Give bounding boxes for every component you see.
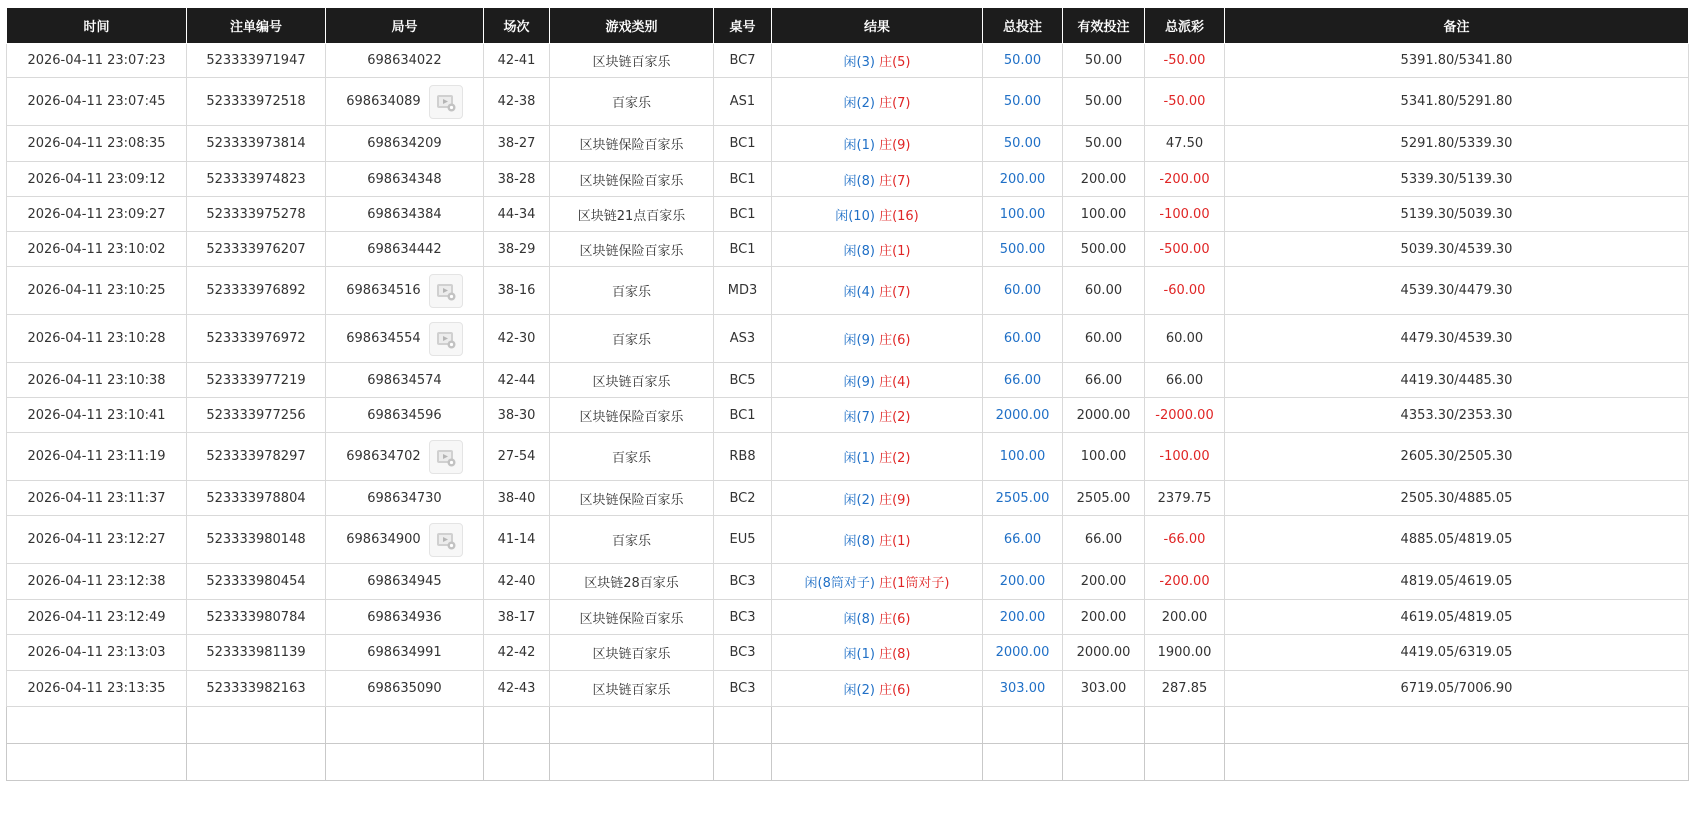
cell-total-payout: 2379.75: [1145, 481, 1225, 516]
header-row: [7, 8, 1689, 44]
header-total-bet: 总投注: [983, 8, 1063, 44]
round-with-replay: [346, 274, 462, 308]
cell-total-bet: 200.00: [983, 564, 1063, 600]
summary-total-bet: 8510.00: [983, 707, 1063, 744]
cell-valid-bet: 2000.00: [1063, 398, 1145, 433]
cell-valid-bet: 200.00: [1063, 162, 1145, 197]
cell-result: [772, 600, 983, 635]
summary-empty-cell: [550, 744, 714, 781]
cell-bet-id: 523333972518: [187, 78, 326, 126]
cell-valid-bet: 66.00: [1063, 363, 1145, 398]
result-banker: 庄(5): [879, 55, 911, 70]
cell-note: 4885.05/4819.05: [1225, 516, 1689, 564]
cell-bet-id: 523333980148: [187, 516, 326, 564]
cell-valid-bet: 500.00: [1063, 232, 1145, 267]
cell-note: 4479.30/4539.30: [1225, 315, 1689, 363]
result-player: 闲(1): [843, 451, 875, 466]
cell-result: [772, 363, 983, 398]
cell-total-payout: 200.00: [1145, 600, 1225, 635]
cell-note: 4419.05/6319.05: [1225, 635, 1689, 671]
cell-total-payout: -200.00: [1145, 564, 1225, 600]
cell-result: [772, 162, 983, 197]
summary-empty-cell: [326, 707, 484, 744]
result-banker: 庄(7): [879, 173, 911, 189]
result-banker: 庄(2): [879, 409, 911, 425]
cell-total-payout: -100.00: [1145, 197, 1225, 232]
cell-session: 42-30: [484, 315, 550, 363]
header-game-type: 游戏类别: [550, 8, 714, 44]
cell-valid-bet: 60.00: [1063, 267, 1145, 315]
cell-round: 698634209: [326, 126, 484, 162]
cell-result: [772, 126, 983, 162]
summary-empty-cell: [772, 744, 983, 781]
header-round: 局号: [326, 8, 484, 44]
cell-valid-bet: 50.00: [1063, 126, 1145, 162]
table-row: [7, 197, 1689, 232]
round-number: 698634702: [346, 449, 421, 464]
cell-note: 4353.30/2353.30: [1225, 398, 1689, 433]
result-banker: 庄(9): [879, 492, 911, 508]
cell-total-bet: 100.00: [983, 197, 1063, 232]
table-row: [7, 44, 1689, 78]
result-banker: 庄(7): [879, 96, 911, 111]
subtotal-row: [7, 707, 1689, 744]
cell-total-bet: 2000.00: [983, 635, 1063, 671]
cell-table-no: BC1: [714, 232, 772, 267]
cell-time: 2026-04-11 23:10:38: [7, 363, 187, 398]
cell-table-no: BC1: [714, 398, 772, 433]
cell-round: 698634945: [326, 564, 484, 600]
cell-total-payout: -50.00: [1145, 78, 1225, 126]
cell-round: [326, 433, 484, 481]
round-with-replay: [346, 322, 462, 356]
cell-valid-bet: 2505.00: [1063, 481, 1145, 516]
summary-total-bet: 8510.00: [983, 744, 1063, 781]
cell-game-type: 区块链百家乐: [550, 635, 714, 671]
table-row: [7, 363, 1689, 398]
cell-note: 5341.80/5291.80: [1225, 78, 1689, 126]
cell-result: [772, 671, 983, 707]
result-player: 闲(2): [843, 96, 875, 111]
summary-empty-cell: [326, 744, 484, 781]
table-row: [7, 267, 1689, 315]
result-banker: 庄(6): [879, 683, 911, 698]
cell-game-type: 区块链28百家乐: [550, 564, 714, 600]
cell-note: 5391.80/5341.80: [1225, 44, 1689, 78]
result-banker: 庄(8): [879, 647, 911, 662]
table-row: [7, 635, 1689, 671]
cell-game-type: 百家乐: [550, 267, 714, 315]
cell-round: [326, 267, 484, 315]
cell-bet-id: 523333981139: [187, 635, 326, 671]
cell-result: [772, 44, 983, 78]
cell-note: 5291.80/5339.30: [1225, 126, 1689, 162]
cell-game-type: 区块链百家乐: [550, 671, 714, 707]
cell-valid-bet: 50.00: [1063, 44, 1145, 78]
cell-result: [772, 564, 983, 600]
result-player: 闲(8): [843, 534, 875, 549]
round-number: 698634554: [346, 331, 421, 346]
cell-table-no: AS1: [714, 78, 772, 126]
cell-bet-id: 523333977256: [187, 398, 326, 433]
cell-round: 698634991: [326, 635, 484, 671]
cell-session: 42-44: [484, 363, 550, 398]
table-row: [7, 481, 1689, 516]
header-time: 时间: [7, 8, 187, 44]
cell-table-no: BC3: [714, 564, 772, 600]
result-banker: 庄(9): [879, 138, 911, 153]
grand-total-row: [7, 744, 1689, 781]
cell-valid-bet: 100.00: [1063, 197, 1145, 232]
summary-count: 17: [187, 707, 326, 744]
cell-round: [326, 516, 484, 564]
cell-result: [772, 398, 983, 433]
cell-table-no: RB8: [714, 433, 772, 481]
cell-total-bet: 50.00: [983, 78, 1063, 126]
result-player: 闲(9): [843, 333, 875, 348]
cell-total-bet: 500.00: [983, 232, 1063, 267]
bet-records: [6, 7, 1688, 781]
cell-valid-bet: 60.00: [1063, 315, 1145, 363]
cell-table-no: AS3: [714, 315, 772, 363]
cell-round: 698634596: [326, 398, 484, 433]
cell-time: 2026-04-11 23:12:38: [7, 564, 187, 600]
cell-total-payout: 60.00: [1145, 315, 1225, 363]
cell-total-payout: -60.00: [1145, 267, 1225, 315]
cell-valid-bet: 303.00: [1063, 671, 1145, 707]
bet-records-table: [6, 7, 1689, 781]
cell-time: 2026-04-11 23:07:23: [7, 44, 187, 78]
table-row: [7, 433, 1689, 481]
cell-note: 4819.05/4619.05: [1225, 564, 1689, 600]
result-banker: 庄(6): [879, 333, 911, 348]
cell-bet-id: 523333976207: [187, 232, 326, 267]
cell-session: 42-41: [484, 44, 550, 78]
cell-bet-id: 523333978297: [187, 433, 326, 481]
cell-bet-id: 523333975278: [187, 197, 326, 232]
header-result: 结果: [772, 8, 983, 44]
summary-empty-cell: [550, 707, 714, 744]
summary-label: 小计: [7, 707, 187, 744]
summary-empty-cell: [772, 707, 983, 744]
cell-session: 41-14: [484, 516, 550, 564]
cell-total-payout: 1900.00: [1145, 635, 1225, 671]
table-row: [7, 78, 1689, 126]
cell-result: [772, 433, 983, 481]
cell-valid-bet: 100.00: [1063, 433, 1145, 481]
cell-total-payout: 47.50: [1145, 126, 1225, 162]
cell-valid-bet: 66.00: [1063, 516, 1145, 564]
summary-empty-cell: [714, 744, 772, 781]
cell-total-payout: -500.00: [1145, 232, 1225, 267]
cell-session: 27-54: [484, 433, 550, 481]
result-player: 闲(2): [843, 492, 875, 508]
table-body: [7, 44, 1689, 781]
result-player: 闲(8): [843, 611, 875, 627]
cell-result: [772, 267, 983, 315]
result-player: 闲(9): [843, 374, 875, 390]
cell-table-no: BC7: [714, 44, 772, 78]
cell-table-no: BC2: [714, 481, 772, 516]
cell-game-type: 区块链百家乐: [550, 44, 714, 78]
summary-empty-cell: [484, 707, 550, 744]
result-player: 闲(7): [843, 409, 875, 425]
cell-round: [326, 78, 484, 126]
cell-game-type: 区块链保险百家乐: [550, 600, 714, 635]
cell-table-no: BC3: [714, 635, 772, 671]
cell-game-type: 区块链保险百家乐: [550, 126, 714, 162]
video-replay-icon[interactable]: [429, 85, 463, 119]
cell-round: 698634384: [326, 197, 484, 232]
summary-valid-bet: 8510.00: [1063, 707, 1145, 744]
cell-table-no: BC1: [714, 162, 772, 197]
summary-count: 17: [187, 744, 326, 781]
result-player: 闲(8): [843, 173, 875, 189]
cell-table-no: BC3: [714, 600, 772, 635]
table-row: [7, 315, 1689, 363]
cell-game-type: 区块链21点百家乐: [550, 197, 714, 232]
cell-game-type: 区块链保险百家乐: [550, 481, 714, 516]
cell-note: 2505.30/4885.05: [1225, 481, 1689, 516]
video-replay-icon[interactable]: [429, 274, 463, 308]
result-player: 闲(8筒对子): [804, 576, 875, 591]
cell-note: 4539.30/4479.30: [1225, 267, 1689, 315]
cell-game-type: 百家乐: [550, 78, 714, 126]
cell-session: 42-38: [484, 78, 550, 126]
cell-round: 698634022: [326, 44, 484, 78]
cell-total-bet: 200.00: [983, 162, 1063, 197]
cell-table-no: BC1: [714, 197, 772, 232]
result-banker: 庄(6): [879, 611, 911, 627]
cell-valid-bet: 2000.00: [1063, 635, 1145, 671]
cell-bet-id: 523333973814: [187, 126, 326, 162]
cell-time: 2026-04-11 23:10:02: [7, 232, 187, 267]
cell-table-no: BC5: [714, 363, 772, 398]
table-row: [7, 600, 1689, 635]
cell-total-payout: -50.00: [1145, 44, 1225, 78]
cell-valid-bet: 50.00: [1063, 78, 1145, 126]
round-with-replay: [346, 85, 462, 119]
cell-total-bet: 303.00: [983, 671, 1063, 707]
header-session: 场次: [484, 8, 550, 44]
cell-session: 38-40: [484, 481, 550, 516]
cell-round: 698634936: [326, 600, 484, 635]
result-player: 闲(10): [835, 208, 875, 224]
table-row: [7, 162, 1689, 197]
round-number: 698634516: [346, 283, 421, 298]
cell-note: 4419.30/4485.30: [1225, 363, 1689, 398]
result-banker: 庄(4): [879, 374, 911, 390]
video-replay-icon[interactable]: [429, 440, 463, 474]
cell-time: 2026-04-11 23:13:35: [7, 671, 187, 707]
cell-total-bet: 2505.00: [983, 481, 1063, 516]
table-row: [7, 564, 1689, 600]
cell-time: 2026-04-11 23:13:03: [7, 635, 187, 671]
cell-game-type: 百家乐: [550, 315, 714, 363]
result-banker: 庄(2): [879, 451, 911, 466]
cell-valid-bet: 200.00: [1063, 564, 1145, 600]
cell-time: 2026-04-11 23:09:12: [7, 162, 187, 197]
cell-game-type: 百家乐: [550, 433, 714, 481]
cell-time: 2026-04-11 23:09:27: [7, 197, 187, 232]
header-table-no: 桌号: [714, 8, 772, 44]
cell-game-type: 区块链保险百家乐: [550, 162, 714, 197]
result-player: 闲(3): [843, 55, 875, 70]
cell-game-type: 区块链保险百家乐: [550, 398, 714, 433]
table-row: [7, 516, 1689, 564]
cell-total-payout: 287.85: [1145, 671, 1225, 707]
cell-result: [772, 481, 983, 516]
cell-note: 5039.30/4539.30: [1225, 232, 1689, 267]
cell-total-bet: 100.00: [983, 433, 1063, 481]
cell-time: 2026-04-11 23:12:49: [7, 600, 187, 635]
cell-total-payout: 66.00: [1145, 363, 1225, 398]
cell-table-no: EU5: [714, 516, 772, 564]
cell-time: 2026-04-11 23:11:19: [7, 433, 187, 481]
cell-bet-id: 523333980454: [187, 564, 326, 600]
cell-session: 42-40: [484, 564, 550, 600]
cell-table-no: BC1: [714, 126, 772, 162]
summary-label: 总计: [7, 744, 187, 781]
summary-empty-cell: [1225, 744, 1689, 781]
table-row: [7, 232, 1689, 267]
result-player: 闲(8): [843, 243, 875, 259]
cell-note: 5139.30/5039.30: [1225, 197, 1689, 232]
cell-valid-bet: 200.00: [1063, 600, 1145, 635]
cell-total-payout: -2000.00: [1145, 398, 1225, 433]
cell-total-bet: 50.00: [983, 126, 1063, 162]
cell-table-no: BC3: [714, 671, 772, 707]
cell-total-payout: -100.00: [1145, 433, 1225, 481]
summary-valid-bet: 8510.00: [1063, 744, 1145, 781]
cell-session: 42-42: [484, 635, 550, 671]
table-row: [7, 126, 1689, 162]
cell-time: 2026-04-11 23:10:28: [7, 315, 187, 363]
header-bet-id: 注单编号: [187, 8, 326, 44]
result-banker: 庄(16): [879, 208, 919, 224]
summary-empty-cell: [1225, 707, 1689, 744]
table-row: [7, 671, 1689, 707]
cell-time: 2026-04-11 23:12:27: [7, 516, 187, 564]
cell-result: [772, 78, 983, 126]
header-total-payout: 总派彩: [1145, 8, 1225, 44]
cell-total-bet: 50.00: [983, 44, 1063, 78]
cell-round: 698634574: [326, 363, 484, 398]
cell-round: 698634730: [326, 481, 484, 516]
cell-bet-id: 523333976892: [187, 267, 326, 315]
header-valid-bet: 有效投注: [1063, 8, 1145, 44]
result-banker: 庄(7): [879, 285, 911, 300]
cell-total-payout: -66.00: [1145, 516, 1225, 564]
result-player: 闲(4): [843, 285, 875, 300]
cell-note: 6719.05/7006.90: [1225, 671, 1689, 707]
cell-note: 4619.05/4819.05: [1225, 600, 1689, 635]
result-banker: 庄(1): [879, 243, 911, 259]
cell-total-bet: 200.00: [983, 600, 1063, 635]
cell-session: 38-27: [484, 126, 550, 162]
cell-session: 44-34: [484, 197, 550, 232]
cell-time: 2026-04-11 23:10:41: [7, 398, 187, 433]
table-row: [7, 398, 1689, 433]
cell-session: 38-16: [484, 267, 550, 315]
summary-total-payout: 1615.10: [1145, 707, 1225, 744]
cell-session: 38-29: [484, 232, 550, 267]
video-replay-icon[interactable]: [429, 523, 463, 557]
cell-session: 38-28: [484, 162, 550, 197]
result-banker: 庄(1): [879, 534, 911, 549]
cell-time: 2026-04-11 23:11:37: [7, 481, 187, 516]
cell-bet-id: 523333976972: [187, 315, 326, 363]
cell-note: 5339.30/5139.30: [1225, 162, 1689, 197]
cell-result: [772, 635, 983, 671]
cell-bet-id: 523333980784: [187, 600, 326, 635]
cell-bet-id: 523333977219: [187, 363, 326, 398]
table-header: [7, 8, 1689, 44]
cell-total-bet: 2000.00: [983, 398, 1063, 433]
cell-result: [772, 315, 983, 363]
round-number: 698634900: [346, 532, 421, 547]
round-number: 698634089: [346, 94, 421, 109]
cell-total-bet: 60.00: [983, 315, 1063, 363]
cell-round: 698635090: [326, 671, 484, 707]
cell-table-no: MD3: [714, 267, 772, 315]
cell-game-type: 区块链百家乐: [550, 363, 714, 398]
summary-empty-cell: [714, 707, 772, 744]
cell-note: 2605.30/2505.30: [1225, 433, 1689, 481]
summary-total-payout: 1615.10: [1145, 744, 1225, 781]
result-player: 闲(1): [843, 647, 875, 662]
round-with-replay: [346, 440, 462, 474]
video-replay-icon[interactable]: [429, 322, 463, 356]
cell-bet-id: 523333971947: [187, 44, 326, 78]
cell-bet-id: 523333982163: [187, 671, 326, 707]
cell-session: 38-17: [484, 600, 550, 635]
result-player: 闲(2): [843, 683, 875, 698]
cell-bet-id: 523333974823: [187, 162, 326, 197]
cell-session: 38-30: [484, 398, 550, 433]
cell-session: 42-43: [484, 671, 550, 707]
cell-time: 2026-04-11 23:07:45: [7, 78, 187, 126]
cell-round: [326, 315, 484, 363]
cell-total-bet: 60.00: [983, 267, 1063, 315]
cell-time: 2026-04-11 23:10:25: [7, 267, 187, 315]
cell-round: 698634442: [326, 232, 484, 267]
cell-total-bet: 66.00: [983, 363, 1063, 398]
summary-empty-cell: [484, 744, 550, 781]
result-banker: 庄(1筒对子): [879, 576, 950, 591]
result-player: 闲(1): [843, 138, 875, 153]
cell-bet-id: 523333978804: [187, 481, 326, 516]
cell-total-bet: 66.00: [983, 516, 1063, 564]
cell-total-payout: -200.00: [1145, 162, 1225, 197]
round-with-replay: [346, 523, 462, 557]
header-note: 备注: [1225, 8, 1689, 44]
cell-time: 2026-04-11 23:08:35: [7, 126, 187, 162]
cell-round: 698634348: [326, 162, 484, 197]
cell-result: [772, 516, 983, 564]
cell-game-type: 区块链保险百家乐: [550, 232, 714, 267]
cell-game-type: 百家乐: [550, 516, 714, 564]
cell-result: [772, 197, 983, 232]
cell-result: [772, 232, 983, 267]
